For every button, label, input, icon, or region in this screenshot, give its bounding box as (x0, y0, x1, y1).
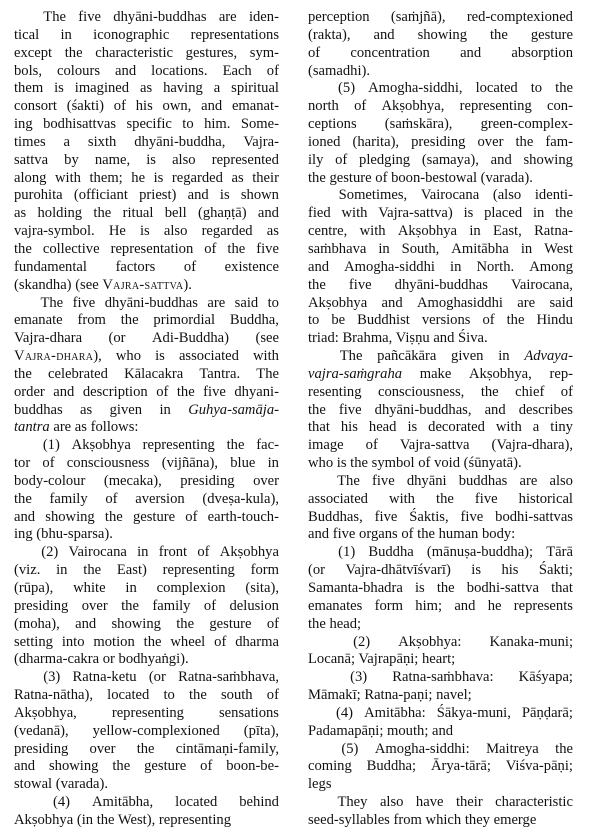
text-line: coming Buddha; Ārya-tārā; Viśva-pāṇi; (308, 758, 573, 775)
text-line: ceptions (saṁskāra), green-complex- (308, 116, 573, 133)
text-line: Vajra-dhara (or Adi-Buddha) (see (14, 330, 279, 347)
two-column-layout (14, 9, 586, 830)
right-text-column (308, 9, 573, 830)
text-line: the family of aversion (dveṣa-kula), (14, 490, 279, 507)
text-line: consort (śakti) of his own, and emanat- (14, 98, 279, 115)
text-line: Māmakī; Ratna-paṇi; navel; (308, 687, 472, 704)
text-line: (3) Ratna-saṁbhava: Kāśyapa; (350, 669, 573, 686)
text-line: fied with Vajra-sattva) is placed in the (308, 205, 573, 222)
text-line: and showing the gesture of earth-touch- (14, 508, 279, 525)
paragraph (308, 80, 573, 187)
paragraph (308, 348, 573, 473)
text-line: (4) Amitābha, located behind (52, 794, 279, 811)
text-line: purohita (officiant priest) and is shown (14, 187, 279, 204)
text-line: bols, colours and locations. Each of (14, 62, 279, 79)
text-line: (4) Amitābha: Śākya-muni, Pāṇḍarā; (336, 704, 573, 721)
text-line: (5) Amogha-siddhi, located to the (338, 80, 573, 97)
paragraph (308, 669, 573, 705)
text-line: of concentration and absorption (308, 44, 573, 61)
paragraph (14, 794, 279, 830)
text-line: Locanā; Vajrapāṇi; heart; (308, 651, 456, 668)
text-line: as holding the ritual bell (ghaṇṭā) and (14, 205, 279, 222)
text-line: (viz. in the East) representing form (14, 562, 279, 579)
text-line: tor of consciousness (vijñāna), blue in (14, 455, 279, 472)
text-line: Samanta-bhadra is the bodhi-sattva that (308, 580, 573, 596)
text-line: Vajra-dhara), who is associated with (14, 348, 279, 365)
text-line: ing bodhisattvas specific to him. Some- (14, 116, 279, 133)
text-line: presiding over the cintāmaṇi-family, (14, 740, 279, 757)
text-line: setting into motion the wheel of dharma (14, 633, 279, 650)
text-line: along with them; he is regarded as their (14, 169, 279, 186)
text-line: the celebrated Kālacakra Tantra. The (14, 365, 279, 382)
text-line: the collective representation of the five (14, 240, 279, 257)
left-text-column (14, 9, 279, 830)
text-line: the five dhyāni-buddhas, and describes (308, 401, 573, 418)
text-line: north of Akṣobhya, representing con- (308, 98, 573, 115)
text-line: (5) Amogha-siddhi: Maitreya the (341, 740, 573, 757)
paragraph (308, 794, 573, 830)
text-line: Akṣobhya and Amoghasiddhi are said (308, 294, 573, 311)
paragraph (14, 9, 279, 295)
text-line: presiding over the family of delusion (14, 597, 279, 614)
text-line: tical in iconographic representations (14, 26, 279, 43)
text-line: resenting consciousness, the chief of (308, 383, 573, 400)
text-line: times a sixth dhyāni-buddha, Vajra- (14, 133, 279, 150)
text-line: who is the symbol of void (śūnyatā). (308, 455, 522, 472)
text-line: (skandha) (see Vajra-sattva). (14, 276, 192, 293)
text-line: order and description of the five dhyani- (14, 383, 279, 400)
text-line: Akṣobhya (in the West), representing (14, 811, 232, 828)
text-line: The pañcākāra given in Advaya- (339, 348, 573, 365)
paragraph (14, 544, 279, 669)
text-line: legs (308, 776, 332, 793)
text-line: perception (saṁjñā), red-comptexioned (308, 9, 573, 25)
text-line: stowal (varada). (14, 776, 109, 793)
text-line: (samadhi). (308, 62, 371, 79)
text-line: to be Buddhist versions of the Hindu (308, 312, 573, 329)
text-line: ing (bhu-sparsa). (14, 526, 113, 543)
paragraph (308, 741, 573, 795)
text-line: Sometimes, Vairocana (also identi- (338, 187, 573, 204)
paragraph (14, 295, 279, 438)
text-line: triad: Brahma, Viṣṇu and Śiva. (308, 330, 488, 347)
paragraph (308, 473, 573, 544)
text-line: image of Vajra-sattva (Vajra-dhara), (308, 437, 573, 454)
text-line: (rakta), and showing the gesture (308, 26, 573, 43)
text-line: tantra are as follows: (14, 419, 139, 436)
paragraph (14, 437, 279, 544)
text-line: The five dhyāni-buddhas are iden- (43, 9, 279, 25)
text-line: them is imagined as having a spiritual (14, 80, 279, 97)
text-line: the head; (308, 615, 362, 632)
text-line: that his head is decorated with a tiny (308, 419, 573, 436)
text-line: The five dhyāni-buddhas are said to (40, 294, 279, 311)
text-line: Ratna-nātha), located to the south of (14, 687, 279, 704)
text-line: vajra-saṁgraha make Akṣobhya, rep- (308, 365, 573, 382)
text-line: fundamental factors of existence (14, 258, 279, 275)
text-line: emanate from the primordial Buddha, (14, 312, 279, 329)
text-line: They also have their characteristic (337, 794, 573, 811)
text-line: (rūpa), white in complexion (sita), (14, 580, 279, 596)
text-line: (1) Akṣobhya representing the fac- (42, 437, 279, 454)
text-line: body-colour (mecaka), presiding over (14, 472, 279, 489)
text-line: saṁbhava in South, Amitābha in West (308, 240, 573, 257)
text-line: sattva by name, is also represented (14, 151, 279, 168)
paragraph (308, 187, 573, 348)
paragraph (308, 9, 573, 80)
text-line: ioned (harita), presiding over the fam- (308, 133, 573, 150)
text-line: The five dhyāni buddhas are also (337, 472, 573, 489)
text-line: seed-syllables from which they emerge (308, 811, 537, 828)
text-line: and showing the gesture of boon-be- (14, 758, 279, 775)
text-line: ily of pledging (samaya), and showing (308, 151, 573, 168)
paragraph (308, 544, 573, 633)
text-line: (2) Akṣobhya: Kanaka-muni; (353, 633, 573, 650)
text-line: vajra-symbol. He is also regarded as (14, 223, 279, 240)
text-line: Padamapāṇi; mouth; and (308, 722, 454, 739)
paragraph (308, 634, 573, 670)
text-line: emanates form him; and he represents (308, 597, 573, 614)
text-line: (dharma-cakra or bodhyaṅgi). (14, 651, 189, 668)
text-line: except the characteristic gestures, sym- (14, 44, 279, 61)
text-line: the gesture of boon-bestowal (varada). (308, 169, 533, 186)
text-line: (3) Ratna-ketu (or Ratna-saṁbhava, (43, 669, 279, 686)
text-line: (moha), and showing the gesture of (14, 615, 279, 632)
text-line: associated with the five historical (308, 490, 573, 507)
text-line: and Amogha-siddhi in North. Among (308, 258, 573, 275)
text-line: and five organs of the human body: (308, 526, 516, 543)
text-line: the five dhyāni-buddhas Vairocana, (308, 276, 573, 293)
text-line: centre, with Akṣobhya in East, Ratna- (308, 223, 573, 240)
paragraph (308, 705, 573, 741)
text-line: buddhas as given in Guhya-samāja- (14, 401, 279, 418)
text-line: (2) Vairocana in front of Akṣobhya (41, 544, 279, 561)
text-line: (or Vajra-dhātvīśvarī) is his Śakti; (308, 562, 573, 579)
text-line: (vedanā), yellow-complexioned (pīta), (14, 722, 279, 739)
text-line: (1) Buddha (mānuṣa-buddha); Tārā (338, 544, 573, 561)
text-line: Buddhas, five Śaktis, five bodhi-sattvas (308, 508, 573, 525)
paragraph (14, 669, 279, 794)
text-line: Akṣobhya, representing sensations (14, 704, 279, 721)
